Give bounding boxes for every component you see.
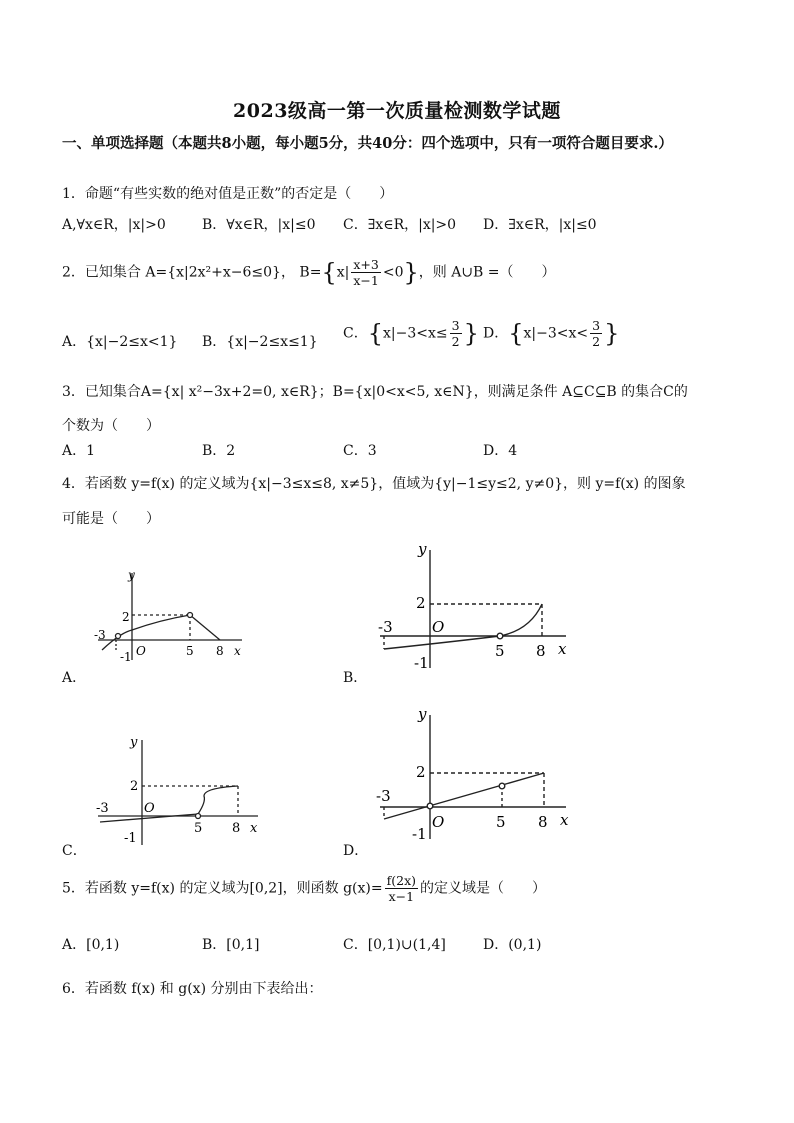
q2-tail: ，则 A∪B =（ ）: [418, 264, 556, 281]
frac-den: 2: [592, 334, 601, 349]
q3-line1: [62, 381, 688, 401]
graph-b-open-point: [497, 633, 503, 639]
graph-a-open-point-top: [188, 613, 193, 618]
q2-frac-num: x+3: [353, 257, 379, 272]
q3-line2: 个数为（ ）: [62, 418, 160, 434]
graph-d-2: 2: [416, 763, 426, 781]
graph-a-origin: O: [136, 644, 146, 658]
q5-option-d: D．(0,1): [483, 937, 542, 953]
graph-c-x-label: x: [250, 821, 258, 836]
graph-d-open-origin: [427, 803, 433, 809]
graph-b-5: 5: [495, 642, 505, 660]
graph-d: [370, 705, 580, 845]
brace-right: }: [403, 258, 419, 287]
q2-option-c-label: C．: [343, 325, 368, 342]
brace-left: {: [321, 258, 337, 287]
graph-c-neg1: -1: [124, 831, 137, 846]
q4-line2: 可能是（ ）: [62, 511, 160, 527]
q3-option-d: D．4: [483, 443, 518, 459]
graph-c-y-label: y: [130, 735, 138, 750]
graph-c: [90, 730, 265, 850]
q3-option-b: B．2: [202, 443, 236, 459]
q1-option-a: A,∀x∈R，|x|>0: [62, 217, 166, 233]
graph-a-segment: [190, 615, 220, 640]
q3-set-a: A={x| x²−3x+2=0, x∈R}: [140, 384, 319, 400]
q2-stem: 2．已知集合 A={x|2x²+x−6≤0}， B={x| $\frac{x+3}{x-1}$ <0}，则 A∪B =（ ）: [62, 257, 556, 288]
graph-d-neg1: -1: [412, 825, 427, 843]
q3-set-b: ；B={x|0<x<5, x∈N}: [318, 384, 474, 400]
q1-stem: 1．命题“有些实数的绝对值是正数”的否定是（ ）: [62, 186, 394, 202]
q5-text-b: 的定义域是（ ）: [420, 880, 546, 897]
q3-prefix: 3．已知集合: [62, 384, 141, 400]
graph-a-curve: [102, 615, 190, 650]
graph-a-neg3: -3: [94, 628, 106, 642]
graph-a-2: 2: [122, 610, 130, 624]
graph-b-2: 2: [416, 594, 426, 612]
section-heading: 一、单项选择题（本题共8小题，每小题5分，共40分：四个选项中，只有一项符合题目要求.）: [62, 135, 673, 152]
q4-option-c-label: C．: [62, 843, 87, 859]
graph-d-x-label: x: [560, 811, 569, 829]
q5-frac-num: f(2x): [386, 873, 416, 888]
graph-b-x-label: x: [558, 640, 567, 658]
q2-option-a: A．{x|−2≤x<1}: [62, 334, 178, 350]
q4-line1: [62, 473, 686, 493]
graph-d-8: 8: [538, 813, 548, 831]
graph-a-x-label: x: [234, 644, 241, 658]
graph-a-neg1: -1: [120, 650, 132, 664]
graph-d-5: 5: [496, 813, 506, 831]
graph-a-8: 8: [216, 644, 224, 658]
q2-option-c: C．{x|−3<x≤ $\frac{3}{2}$ }: [343, 318, 479, 349]
q2-option-d-label: D．: [483, 325, 509, 342]
q3-option-a: A．1: [62, 443, 96, 459]
graph-d-origin: O: [432, 813, 445, 831]
frac-num: 3: [451, 318, 460, 333]
graph-b: [370, 538, 580, 678]
graph-b-neg1: -1: [414, 654, 429, 672]
graph-b-origin: O: [432, 618, 445, 636]
q4-text-b: ，值域为: [378, 476, 435, 492]
frac-num: 3: [592, 318, 601, 333]
q2-frac-den: x−1: [353, 273, 379, 288]
q2-set-a: A={x|2x²+x−6≤0}: [145, 264, 281, 281]
graph-c-neg3: -3: [96, 801, 109, 816]
q5-frac-den: x−1: [388, 889, 415, 904]
graph-d-neg3: -3: [376, 787, 391, 805]
graph-c-8: 8: [232, 821, 241, 836]
q2-fraction: [351, 257, 380, 288]
graph-b-y-label: y: [418, 540, 427, 558]
q3-tail: ，则满足条件 A⊆C⊆B 的集合C的: [473, 384, 688, 400]
graph-c-upper: [198, 786, 238, 814]
q1-option-d: D．∃x∈R，|x|≤0: [483, 217, 597, 233]
q3-option-c: C．3: [343, 443, 377, 459]
q5-option-a: A．[0,1): [62, 937, 120, 953]
q4-text-c: ，则 y=f(x) 的图象: [563, 476, 686, 492]
exam-title: 2023级高一第一次质量检测数学试题: [233, 100, 561, 122]
graph-c-origin: O: [144, 801, 155, 816]
q4-option-b-label: B．: [343, 670, 368, 686]
q5-fraction: [385, 873, 418, 904]
q1-option-b: B．∀x∈R，|x|≤0: [202, 217, 316, 233]
q5-option-c: C．[0,1)∪(1,4]: [343, 937, 446, 953]
q5-option-b: B．[0,1]: [202, 937, 260, 953]
graph-b-curve: [384, 604, 542, 649]
graph-d-y-label: y: [418, 705, 427, 723]
graph-c-open-point: [196, 814, 201, 819]
q2-number: 2．已知集合: [62, 264, 141, 281]
q4-option-a-label: A．: [62, 670, 87, 686]
graph-a: [90, 565, 250, 665]
graph-b-8: 8: [536, 642, 546, 660]
q4-range: {y|−1≤y≤2, y≠0}: [434, 476, 564, 492]
q4-text-a: 4．若函数 y=f(x) 的定义域为: [62, 476, 250, 492]
graph-c-2: 2: [130, 779, 139, 794]
q4-domain: {x|−3≤x≤8, x≠5}: [249, 476, 379, 492]
q4-option-d-label: D．: [343, 843, 369, 859]
q2-option-d: D．{x|−3<x< $\frac{3}{2}$ }: [483, 318, 620, 349]
q2-set-b-prefix: B=: [299, 264, 322, 281]
graph-b-neg3: -3: [378, 618, 393, 636]
q5-stem: [62, 873, 546, 904]
frac-den: 2: [451, 334, 460, 349]
graph-d-open-point: [499, 783, 505, 789]
q1-option-c: C．∃x∈R，|x|>0: [343, 217, 457, 233]
graph-a-5: 5: [186, 644, 194, 658]
graph-a-y-label: y: [128, 568, 135, 582]
q2-option-b: B．{x|−2≤x≤1}: [202, 334, 318, 350]
graph-d-line: [384, 773, 544, 819]
graph-c-5: 5: [194, 821, 203, 836]
q5-text-a: 5．若函数 y=f(x) 的定义域为[0,2]，则函数 g(x)=: [62, 880, 383, 897]
graph-a-open-point: [116, 634, 121, 639]
q6-stem: 6．若函数 f(x) 和 g(x) 分别由下表给出：: [62, 981, 323, 997]
